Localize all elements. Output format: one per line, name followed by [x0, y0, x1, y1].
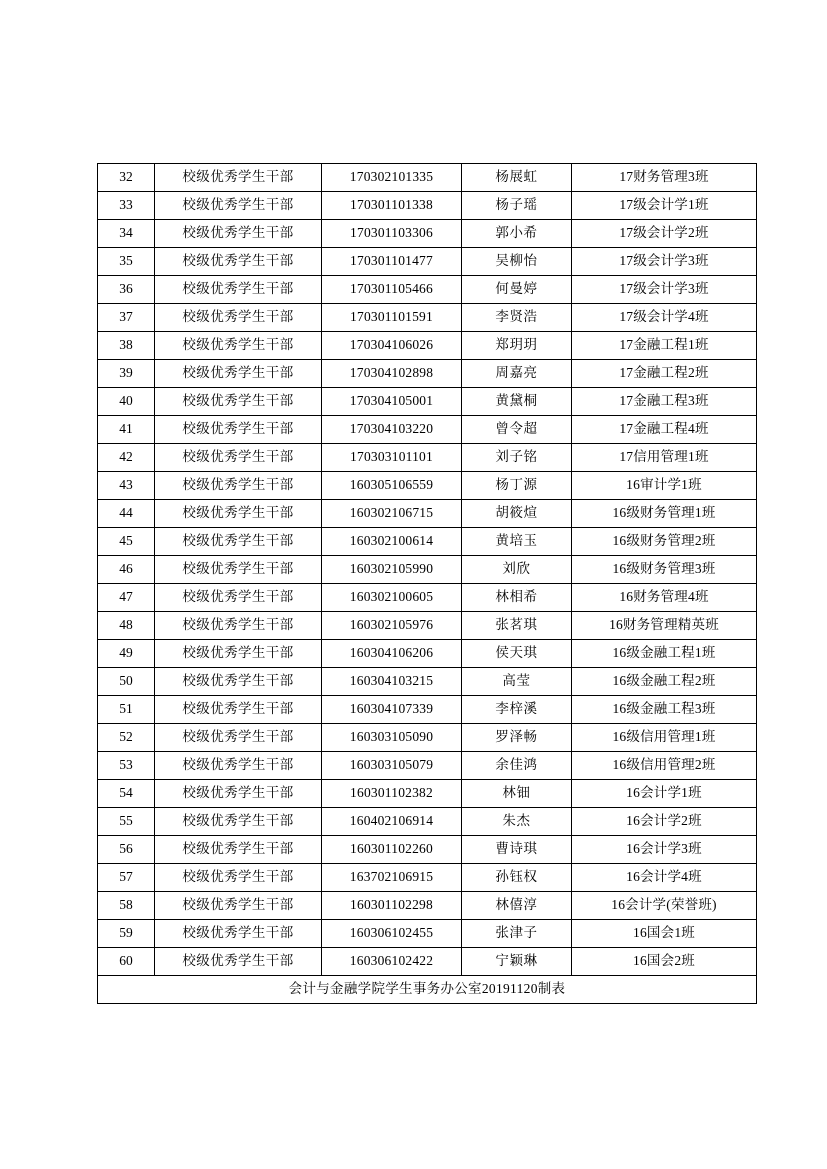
cell-student-id: 160302100605 [322, 584, 462, 612]
cell-class: 17金融工程3班 [572, 388, 757, 416]
cell-student-name: 罗泽畅 [462, 724, 572, 752]
cell-student-id: 170304105001 [322, 388, 462, 416]
cell-index: 50 [98, 668, 155, 696]
cell-honor: 校级优秀学生干部 [155, 696, 322, 724]
cell-index: 38 [98, 332, 155, 360]
cell-honor: 校级优秀学生干部 [155, 304, 322, 332]
cell-index: 53 [98, 752, 155, 780]
cell-class: 16会计学3班 [572, 836, 757, 864]
cell-honor: 校级优秀学生干部 [155, 444, 322, 472]
cell-class: 16级信用管理2班 [572, 752, 757, 780]
cell-honor: 校级优秀学生干部 [155, 808, 322, 836]
table-row [98, 556, 757, 584]
cell-index: 39 [98, 360, 155, 388]
cell-index: 34 [98, 220, 155, 248]
cell-student-name: 张津子 [462, 920, 572, 948]
roster-table-container [97, 163, 731, 1004]
cell-student-id: 160402106914 [322, 808, 462, 836]
table-row [98, 248, 757, 276]
cell-student-name: 胡筱煊 [462, 500, 572, 528]
table-row [98, 220, 757, 248]
footer-note: 会计与金融学院学生事务办公室20191120制表 [98, 976, 757, 1004]
cell-class: 16国会2班 [572, 948, 757, 976]
cell-student-name: 李梓溪 [462, 696, 572, 724]
cell-student-name: 高莹 [462, 668, 572, 696]
cell-index: 43 [98, 472, 155, 500]
cell-student-name: 刘子铭 [462, 444, 572, 472]
cell-student-name: 林钿 [462, 780, 572, 808]
table-row [98, 808, 757, 836]
cell-class: 16审计学1班 [572, 472, 757, 500]
cell-honor: 校级优秀学生干部 [155, 612, 322, 640]
cell-student-name: 余佳鸿 [462, 752, 572, 780]
cell-student-name: 吴柳怡 [462, 248, 572, 276]
cell-honor: 校级优秀学生干部 [155, 164, 322, 192]
table-row [98, 668, 757, 696]
cell-student-id: 160306102455 [322, 920, 462, 948]
cell-class: 16会计学4班 [572, 864, 757, 892]
table-row [98, 192, 757, 220]
cell-student-id: 170301101591 [322, 304, 462, 332]
cell-class: 16级财务管理2班 [572, 528, 757, 556]
cell-student-name: 林僖淳 [462, 892, 572, 920]
cell-student-id: 160302106715 [322, 500, 462, 528]
cell-student-id: 160302105976 [322, 612, 462, 640]
cell-student-name: 李贤浩 [462, 304, 572, 332]
cell-index: 42 [98, 444, 155, 472]
cell-class: 17金融工程1班 [572, 332, 757, 360]
cell-honor: 校级优秀学生干部 [155, 276, 322, 304]
cell-index: 60 [98, 948, 155, 976]
cell-class: 17级会计学2班 [572, 220, 757, 248]
table-footer-row [98, 976, 757, 1004]
cell-class: 16级财务管理3班 [572, 556, 757, 584]
roster-table-body [98, 164, 757, 1004]
cell-index: 54 [98, 780, 155, 808]
table-row [98, 276, 757, 304]
cell-honor: 校级优秀学生干部 [155, 556, 322, 584]
cell-honor: 校级优秀学生干部 [155, 584, 322, 612]
cell-student-id: 170301101477 [322, 248, 462, 276]
cell-student-id: 160306102422 [322, 948, 462, 976]
cell-class: 16级金融工程2班 [572, 668, 757, 696]
cell-student-id: 170301105466 [322, 276, 462, 304]
cell-honor: 校级优秀学生干部 [155, 332, 322, 360]
cell-index: 56 [98, 836, 155, 864]
table-row [98, 780, 757, 808]
cell-class: 16会计学1班 [572, 780, 757, 808]
cell-student-id: 160305106559 [322, 472, 462, 500]
student-roster-table [97, 163, 757, 1004]
cell-student-name: 郭小希 [462, 220, 572, 248]
cell-student-id: 160304103215 [322, 668, 462, 696]
cell-class: 16级金融工程3班 [572, 696, 757, 724]
cell-honor: 校级优秀学生干部 [155, 248, 322, 276]
cell-class: 16会计学2班 [572, 808, 757, 836]
cell-honor: 校级优秀学生干部 [155, 500, 322, 528]
cell-index: 46 [98, 556, 155, 584]
cell-index: 33 [98, 192, 155, 220]
table-row [98, 500, 757, 528]
cell-class: 16财务管理精英班 [572, 612, 757, 640]
cell-student-name: 刘欣 [462, 556, 572, 584]
table-row [98, 444, 757, 472]
cell-index: 47 [98, 584, 155, 612]
table-row [98, 416, 757, 444]
cell-student-id: 160303105090 [322, 724, 462, 752]
cell-index: 37 [98, 304, 155, 332]
cell-class: 17信用管理1班 [572, 444, 757, 472]
cell-student-id: 160302105990 [322, 556, 462, 584]
cell-class: 17级会计学1班 [572, 192, 757, 220]
cell-honor: 校级优秀学生干部 [155, 724, 322, 752]
cell-student-id: 160301102298 [322, 892, 462, 920]
cell-honor: 校级优秀学生干部 [155, 780, 322, 808]
cell-student-id: 160304107339 [322, 696, 462, 724]
cell-index: 51 [98, 696, 155, 724]
cell-student-id: 170303101101 [322, 444, 462, 472]
cell-index: 58 [98, 892, 155, 920]
cell-student-id: 160303105079 [322, 752, 462, 780]
cell-index: 59 [98, 920, 155, 948]
cell-class: 16级财务管理1班 [572, 500, 757, 528]
cell-student-id: 160301102382 [322, 780, 462, 808]
table-row [98, 388, 757, 416]
cell-class: 16级信用管理1班 [572, 724, 757, 752]
cell-student-name: 何曼婷 [462, 276, 572, 304]
cell-class: 16国会1班 [572, 920, 757, 948]
table-row [98, 892, 757, 920]
cell-student-name: 侯天琪 [462, 640, 572, 668]
table-row [98, 752, 757, 780]
cell-student-name: 周嘉亮 [462, 360, 572, 388]
cell-honor: 校级优秀学生干部 [155, 360, 322, 388]
cell-student-id: 170301103306 [322, 220, 462, 248]
table-row [98, 528, 757, 556]
cell-index: 44 [98, 500, 155, 528]
cell-student-id: 170304102898 [322, 360, 462, 388]
cell-honor: 校级优秀学生干部 [155, 920, 322, 948]
cell-index: 57 [98, 864, 155, 892]
table-row [98, 164, 757, 192]
table-row [98, 304, 757, 332]
table-row [98, 948, 757, 976]
cell-student-name: 郑玥玥 [462, 332, 572, 360]
cell-honor: 校级优秀学生干部 [155, 416, 322, 444]
cell-student-name: 曾令超 [462, 416, 572, 444]
cell-honor: 校级优秀学生干部 [155, 640, 322, 668]
cell-honor: 校级优秀学生干部 [155, 668, 322, 696]
table-row [98, 360, 757, 388]
cell-honor: 校级优秀学生干部 [155, 892, 322, 920]
table-row [98, 332, 757, 360]
cell-index: 55 [98, 808, 155, 836]
cell-class: 17级会计学3班 [572, 248, 757, 276]
table-row [98, 612, 757, 640]
cell-honor: 校级优秀学生干部 [155, 472, 322, 500]
cell-index: 52 [98, 724, 155, 752]
cell-index: 32 [98, 164, 155, 192]
cell-index: 35 [98, 248, 155, 276]
cell-student-name: 杨展虹 [462, 164, 572, 192]
table-row [98, 724, 757, 752]
cell-class: 17级会计学4班 [572, 304, 757, 332]
cell-student-id: 170301101338 [322, 192, 462, 220]
cell-student-name: 曹诗琪 [462, 836, 572, 864]
table-row [98, 836, 757, 864]
cell-class: 17财务管理3班 [572, 164, 757, 192]
cell-student-name: 杨子瑶 [462, 192, 572, 220]
cell-student-name: 朱杰 [462, 808, 572, 836]
cell-class: 16财务管理4班 [572, 584, 757, 612]
cell-student-id: 163702106915 [322, 864, 462, 892]
cell-index: 40 [98, 388, 155, 416]
cell-index: 49 [98, 640, 155, 668]
cell-student-id: 160304106206 [322, 640, 462, 668]
cell-student-id: 160302100614 [322, 528, 462, 556]
cell-student-name: 杨丁源 [462, 472, 572, 500]
cell-student-id: 170304103220 [322, 416, 462, 444]
table-row [98, 472, 757, 500]
cell-honor: 校级优秀学生干部 [155, 220, 322, 248]
cell-index: 36 [98, 276, 155, 304]
cell-honor: 校级优秀学生干部 [155, 528, 322, 556]
cell-student-name: 黄黛桐 [462, 388, 572, 416]
cell-student-name: 宁颖琳 [462, 948, 572, 976]
cell-class: 17金融工程2班 [572, 360, 757, 388]
cell-index: 48 [98, 612, 155, 640]
cell-honor: 校级优秀学生干部 [155, 948, 322, 976]
table-row [98, 640, 757, 668]
cell-honor: 校级优秀学生干部 [155, 388, 322, 416]
table-row [98, 864, 757, 892]
cell-student-name: 张茗琪 [462, 612, 572, 640]
cell-index: 45 [98, 528, 155, 556]
cell-honor: 校级优秀学生干部 [155, 836, 322, 864]
cell-student-name: 孙钰权 [462, 864, 572, 892]
cell-class: 16级金融工程1班 [572, 640, 757, 668]
cell-student-name: 林相希 [462, 584, 572, 612]
cell-student-id: 160301102260 [322, 836, 462, 864]
cell-student-id: 170302101335 [322, 164, 462, 192]
cell-student-id: 170304106026 [322, 332, 462, 360]
cell-honor: 校级优秀学生干部 [155, 864, 322, 892]
cell-index: 41 [98, 416, 155, 444]
cell-class: 17金融工程4班 [572, 416, 757, 444]
table-row [98, 696, 757, 724]
table-row [98, 920, 757, 948]
cell-student-name: 黄培玉 [462, 528, 572, 556]
table-row [98, 584, 757, 612]
cell-honor: 校级优秀学生干部 [155, 752, 322, 780]
cell-class: 16会计学(荣誉班) [572, 892, 757, 920]
cell-class: 17级会计学3班 [572, 276, 757, 304]
cell-honor: 校级优秀学生干部 [155, 192, 322, 220]
